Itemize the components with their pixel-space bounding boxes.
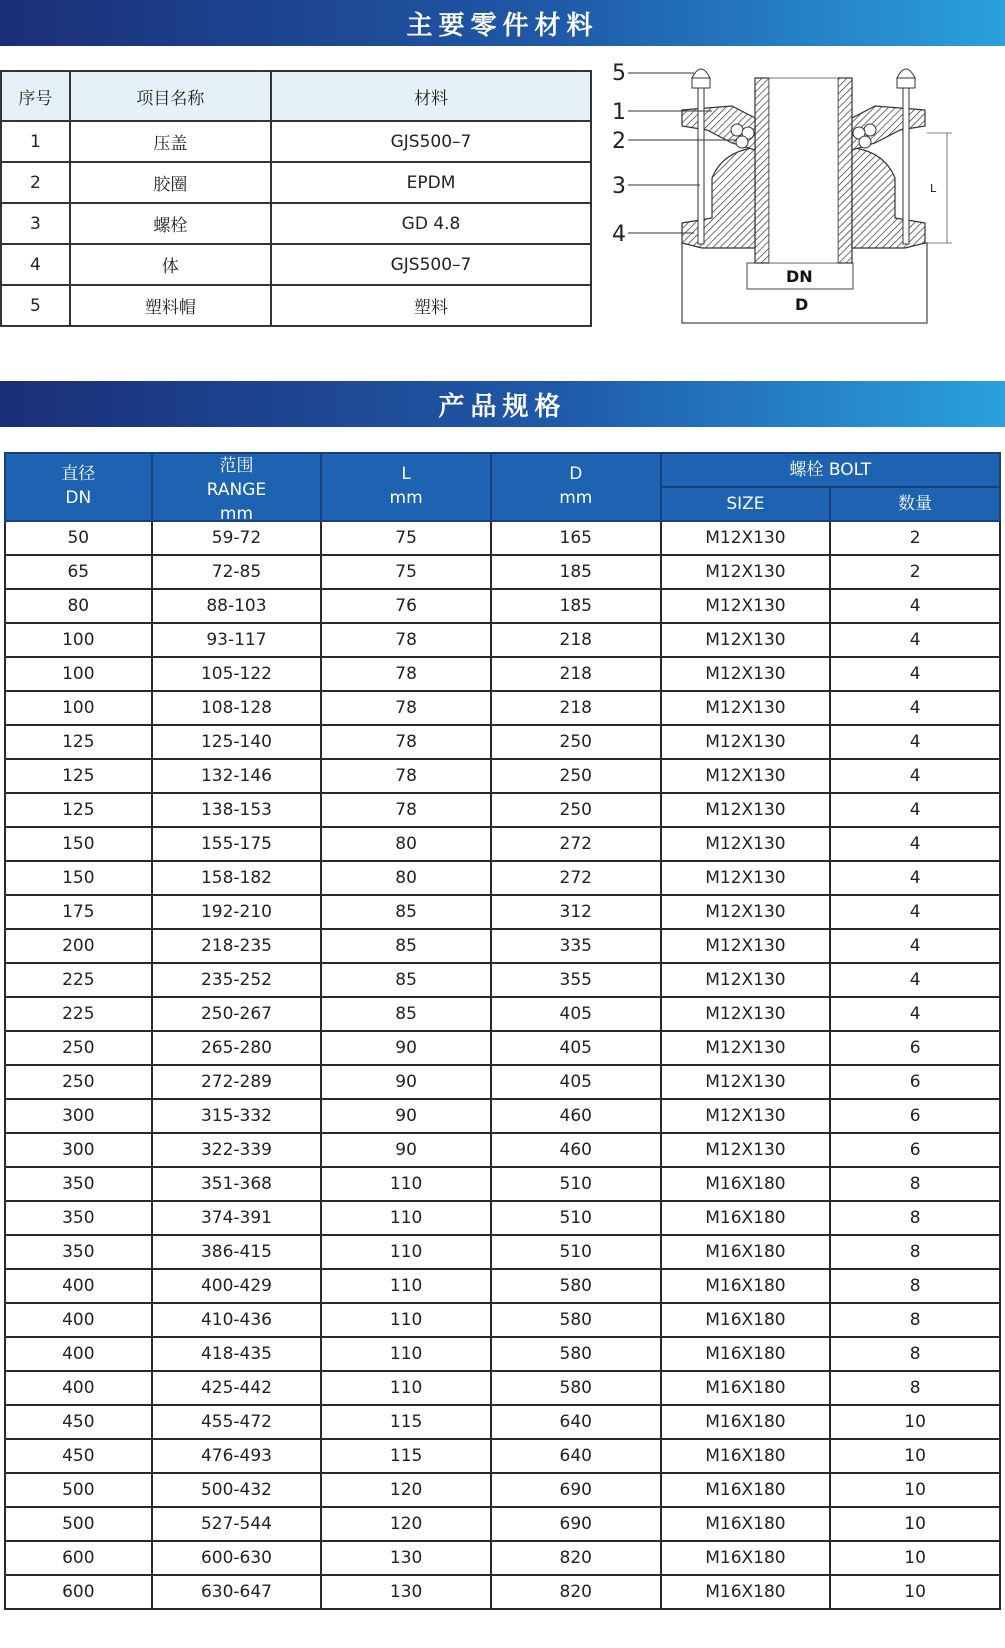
cell-l: 75 bbox=[321, 521, 491, 555]
table-row bbox=[5, 521, 1000, 555]
cell-range: 192-210 bbox=[152, 895, 322, 929]
cell-dn: 125 bbox=[5, 793, 152, 827]
cell-bolt-size: M16X180 bbox=[661, 1439, 831, 1473]
cell-part-name: 体 bbox=[70, 244, 271, 285]
cell-dn: 500 bbox=[5, 1507, 152, 1541]
table-row bbox=[5, 555, 1000, 589]
cell-bolt-qty: 4 bbox=[830, 725, 1000, 759]
cell-bolt-size: M16X180 bbox=[661, 1575, 831, 1609]
cell-bolt-size: M12X130 bbox=[661, 997, 831, 1031]
cell-bolt-qty: 4 bbox=[830, 623, 1000, 657]
cell-bolt-size: M12X130 bbox=[661, 759, 831, 793]
cell-d: 580 bbox=[491, 1371, 661, 1405]
parts-table-header-row bbox=[1, 71, 591, 121]
table-row bbox=[5, 827, 1000, 861]
cell-l: 130 bbox=[321, 1575, 491, 1609]
cell-dn: 100 bbox=[5, 657, 152, 691]
cell-range: 374-391 bbox=[152, 1201, 322, 1235]
cell-bolt-qty: 6 bbox=[830, 1133, 1000, 1167]
bolt-left bbox=[698, 82, 704, 244]
cell-d: 405 bbox=[491, 1065, 661, 1099]
cell-bolt-size: M12X130 bbox=[661, 657, 831, 691]
cell-dn: 500 bbox=[5, 1473, 152, 1507]
table-row bbox=[5, 895, 1000, 929]
cell-bolt-size: M12X130 bbox=[661, 929, 831, 963]
cell-bolt-qty: 4 bbox=[830, 657, 1000, 691]
cell-bolt-qty: 2 bbox=[830, 521, 1000, 555]
cell-dn: 225 bbox=[5, 963, 152, 997]
header-range-cn: 范围 bbox=[219, 456, 254, 476]
cell-dn: 400 bbox=[5, 1303, 152, 1337]
cell-bolt-qty: 8 bbox=[830, 1337, 1000, 1371]
gasket-right-c bbox=[859, 136, 871, 148]
cell-l: 110 bbox=[321, 1269, 491, 1303]
cell-dn: 600 bbox=[5, 1575, 152, 1609]
cell-range: 158-182 bbox=[152, 861, 322, 895]
table-row bbox=[1, 244, 591, 285]
table-row bbox=[5, 589, 1000, 623]
table-row bbox=[5, 691, 1000, 725]
callout-5: 5 bbox=[612, 61, 626, 86]
cell-dn: 350 bbox=[5, 1201, 152, 1235]
cell-material: 塑料 bbox=[271, 285, 591, 326]
cell-dn: 300 bbox=[5, 1133, 152, 1167]
cell-bolt-qty: 8 bbox=[830, 1303, 1000, 1337]
table-row bbox=[5, 657, 1000, 691]
cell-l: 130 bbox=[321, 1541, 491, 1575]
cell-range: 88-103 bbox=[152, 589, 322, 623]
cell-d: 510 bbox=[491, 1167, 661, 1201]
nut-left bbox=[692, 78, 710, 88]
cell-l: 78 bbox=[321, 691, 491, 725]
cell-l: 110 bbox=[321, 1303, 491, 1337]
cell-bolt-size: M12X130 bbox=[661, 555, 831, 589]
cell-range: 272-289 bbox=[152, 1065, 322, 1099]
cell-l: 90 bbox=[321, 1031, 491, 1065]
cell-bolt-qty: 10 bbox=[830, 1575, 1000, 1609]
cell-l: 110 bbox=[321, 1371, 491, 1405]
cell-l: 78 bbox=[321, 657, 491, 691]
header-d-unit: mm bbox=[559, 488, 593, 508]
cell-dn: 600 bbox=[5, 1541, 152, 1575]
cell-bolt-size: M12X130 bbox=[661, 1133, 831, 1167]
header-range-en: RANGE bbox=[206, 480, 267, 500]
header-bolt: 螺栓 BOLT bbox=[661, 453, 1000, 487]
callout-2: 2 bbox=[612, 129, 626, 154]
cell-bolt-qty: 4 bbox=[830, 793, 1000, 827]
cell-bolt-qty: 8 bbox=[830, 1235, 1000, 1269]
cell-l: 110 bbox=[321, 1235, 491, 1269]
cell-d: 580 bbox=[491, 1303, 661, 1337]
cell-l: 110 bbox=[321, 1201, 491, 1235]
table-row bbox=[5, 1507, 1000, 1541]
body-right bbox=[852, 148, 925, 248]
table-row bbox=[5, 997, 1000, 1031]
table-row bbox=[1, 121, 591, 162]
cell-material: EPDM bbox=[271, 162, 591, 203]
cell-part-name: 螺栓 bbox=[70, 203, 271, 244]
header-part-name: 项目名称 bbox=[70, 71, 271, 121]
gasket-left-c bbox=[736, 136, 748, 148]
cell-d: 460 bbox=[491, 1133, 661, 1167]
cell-range: 93-117 bbox=[152, 623, 322, 657]
cell-dn: 50 bbox=[5, 521, 152, 555]
table-row bbox=[5, 963, 1000, 997]
cell-l: 115 bbox=[321, 1405, 491, 1439]
header-dn-en: DN bbox=[65, 488, 92, 508]
cell-bolt-size: M16X180 bbox=[661, 1473, 831, 1507]
cell-bolt-size: M12X130 bbox=[661, 861, 831, 895]
callout-1: 1 bbox=[612, 100, 626, 125]
cell-dn: 150 bbox=[5, 827, 152, 861]
cell-d: 165 bbox=[491, 521, 661, 555]
cell-range: 600-630 bbox=[152, 1541, 322, 1575]
cell-bolt-qty: 4 bbox=[830, 827, 1000, 861]
cell-bolt-size: M12X130 bbox=[661, 793, 831, 827]
cell-bolt-qty: 8 bbox=[830, 1201, 1000, 1235]
cell-range: 322-339 bbox=[152, 1133, 322, 1167]
table-row bbox=[1, 162, 591, 203]
cell-range: 476-493 bbox=[152, 1439, 322, 1473]
cell-d: 690 bbox=[491, 1507, 661, 1541]
cell-l: 78 bbox=[321, 725, 491, 759]
cell-bolt-qty: 4 bbox=[830, 691, 1000, 725]
cell-dn: 175 bbox=[5, 895, 152, 929]
cell-material: GJS500–7 bbox=[271, 244, 591, 285]
cell-d: 355 bbox=[491, 963, 661, 997]
cell-bolt-size: M12X130 bbox=[661, 623, 831, 657]
cell-l: 90 bbox=[321, 1065, 491, 1099]
cell-d: 510 bbox=[491, 1201, 661, 1235]
cell-l: 120 bbox=[321, 1473, 491, 1507]
cell-l: 76 bbox=[321, 589, 491, 623]
cell-bolt-qty: 6 bbox=[830, 1065, 1000, 1099]
cell-bolt-size: M16X180 bbox=[661, 1405, 831, 1439]
coupling-cross-section-diagram bbox=[612, 58, 982, 338]
table-row bbox=[5, 1099, 1000, 1133]
cell-d: 820 bbox=[491, 1575, 661, 1609]
cell-bolt-size: M12X130 bbox=[661, 827, 831, 861]
header-d-name: D bbox=[569, 464, 583, 484]
cell-l: 75 bbox=[321, 555, 491, 589]
callout-4: 4 bbox=[612, 222, 626, 247]
cell-bolt-size: M12X130 bbox=[661, 895, 831, 929]
cell-l: 90 bbox=[321, 1133, 491, 1167]
cell-range: 218-235 bbox=[152, 929, 322, 963]
header-range-unit: mm bbox=[219, 504, 254, 520]
cell-range: 235-252 bbox=[152, 963, 322, 997]
label-l: L bbox=[930, 182, 937, 195]
header-l-unit: mm bbox=[389, 488, 423, 508]
cell-index: 5 bbox=[1, 285, 70, 326]
table-row bbox=[5, 1065, 1000, 1099]
header-dn bbox=[5, 453, 152, 521]
cell-bolt-qty: 10 bbox=[830, 1439, 1000, 1473]
cell-l: 85 bbox=[321, 997, 491, 1031]
header-d bbox=[491, 453, 661, 521]
cell-bolt-qty: 4 bbox=[830, 929, 1000, 963]
cell-d: 335 bbox=[491, 929, 661, 963]
cell-bolt-qty: 4 bbox=[830, 895, 1000, 929]
cell-d: 640 bbox=[491, 1405, 661, 1439]
cell-bolt-qty: 8 bbox=[830, 1269, 1000, 1303]
table-row bbox=[5, 1235, 1000, 1269]
cell-range: 105-122 bbox=[152, 657, 322, 691]
cell-bolt-size: M12X130 bbox=[661, 691, 831, 725]
cell-dn: 150 bbox=[5, 861, 152, 895]
cell-bolt-size: M12X130 bbox=[661, 963, 831, 997]
cell-l: 85 bbox=[321, 929, 491, 963]
cell-d: 185 bbox=[491, 589, 661, 623]
cell-bolt-size: M16X180 bbox=[661, 1371, 831, 1405]
table-row bbox=[5, 1031, 1000, 1065]
cell-d: 312 bbox=[491, 895, 661, 929]
cell-l: 120 bbox=[321, 1507, 491, 1541]
cell-d: 690 bbox=[491, 1473, 661, 1507]
cell-bolt-size: M16X180 bbox=[661, 1201, 831, 1235]
cell-bolt-qty: 4 bbox=[830, 759, 1000, 793]
cell-bolt-size: M12X130 bbox=[661, 1065, 831, 1099]
cell-bolt-qty: 10 bbox=[830, 1405, 1000, 1439]
cell-bolt-size: M16X180 bbox=[661, 1167, 831, 1201]
callout-3: 3 bbox=[612, 174, 626, 199]
cell-l: 110 bbox=[321, 1167, 491, 1201]
cell-d: 250 bbox=[491, 725, 661, 759]
table-row bbox=[1, 203, 591, 244]
cell-range: 132-146 bbox=[152, 759, 322, 793]
cell-part-name: 胶圈 bbox=[70, 162, 271, 203]
cell-range: 265-280 bbox=[152, 1031, 322, 1065]
cell-d: 272 bbox=[491, 861, 661, 895]
cell-range: 250-267 bbox=[152, 997, 322, 1031]
cell-range: 125-140 bbox=[152, 725, 322, 759]
cell-bolt-qty: 6 bbox=[830, 1099, 1000, 1133]
cell-bolt-qty: 8 bbox=[830, 1371, 1000, 1405]
cell-dn: 350 bbox=[5, 1235, 152, 1269]
cell-range: 386-415 bbox=[152, 1235, 322, 1269]
cell-l: 78 bbox=[321, 759, 491, 793]
cell-l: 85 bbox=[321, 895, 491, 929]
cell-bolt-size: M12X130 bbox=[661, 1099, 831, 1133]
cell-dn: 80 bbox=[5, 589, 152, 623]
cell-bolt-qty: 10 bbox=[830, 1473, 1000, 1507]
cell-l: 110 bbox=[321, 1337, 491, 1371]
cell-bolt-size: M16X180 bbox=[661, 1507, 831, 1541]
cell-dn: 450 bbox=[5, 1405, 152, 1439]
cell-range: 425-442 bbox=[152, 1371, 322, 1405]
pipe-wall-right bbox=[838, 78, 852, 263]
table-row bbox=[5, 861, 1000, 895]
cell-dn: 100 bbox=[5, 691, 152, 725]
cell-range: 418-435 bbox=[152, 1337, 322, 1371]
cell-l: 78 bbox=[321, 623, 491, 657]
cell-range: 410-436 bbox=[152, 1303, 322, 1337]
header-material: 材料 bbox=[271, 71, 591, 121]
cell-range: 630-647 bbox=[152, 1575, 322, 1609]
table-row bbox=[5, 1303, 1000, 1337]
plastic-cap-left bbox=[692, 69, 710, 78]
cell-index: 3 bbox=[1, 203, 70, 244]
cell-bolt-size: M16X180 bbox=[661, 1337, 831, 1371]
cell-range: 400-429 bbox=[152, 1269, 322, 1303]
cell-bolt-size: M12X130 bbox=[661, 725, 831, 759]
cell-range: 455-472 bbox=[152, 1405, 322, 1439]
pipe-bore bbox=[769, 78, 838, 263]
cell-bolt-qty: 10 bbox=[830, 1541, 1000, 1575]
cell-dn: 250 bbox=[5, 1031, 152, 1065]
cell-d: 250 bbox=[491, 793, 661, 827]
cell-dn: 125 bbox=[5, 759, 152, 793]
cell-index: 4 bbox=[1, 244, 70, 285]
cell-d: 510 bbox=[491, 1235, 661, 1269]
cell-l: 115 bbox=[321, 1439, 491, 1473]
label-dn: DN bbox=[786, 267, 813, 286]
header-bolt-qty: 数量 bbox=[830, 487, 1000, 521]
cell-d: 640 bbox=[491, 1439, 661, 1473]
cell-range: 315-332 bbox=[152, 1099, 322, 1133]
table-row bbox=[5, 929, 1000, 963]
table-row bbox=[5, 759, 1000, 793]
label-d: D bbox=[795, 295, 809, 314]
bolt-right bbox=[903, 82, 909, 244]
plastic-cap-right bbox=[897, 69, 915, 78]
cell-dn: 65 bbox=[5, 555, 152, 589]
pipe-wall-left bbox=[755, 78, 769, 263]
cell-bolt-qty: 4 bbox=[830, 963, 1000, 997]
cell-bolt-size: M12X130 bbox=[661, 1031, 831, 1065]
nut-right bbox=[897, 78, 915, 88]
table-row bbox=[5, 1133, 1000, 1167]
cell-bolt-qty: 2 bbox=[830, 555, 1000, 589]
cell-bolt-size: M12X130 bbox=[661, 521, 831, 555]
table-row bbox=[5, 725, 1000, 759]
cell-bolt-size: M16X180 bbox=[661, 1235, 831, 1269]
product-spec-table bbox=[4, 452, 1001, 1610]
cell-dn: 400 bbox=[5, 1269, 152, 1303]
cell-bolt-size: M16X180 bbox=[661, 1269, 831, 1303]
header-l bbox=[321, 453, 491, 521]
cell-bolt-size: M16X180 bbox=[661, 1303, 831, 1337]
cell-bolt-qty: 4 bbox=[830, 997, 1000, 1031]
table-row bbox=[5, 1541, 1000, 1575]
parts-materials-table bbox=[0, 70, 592, 327]
cell-dn: 450 bbox=[5, 1439, 152, 1473]
table-row bbox=[5, 623, 1000, 657]
cell-d: 272 bbox=[491, 827, 661, 861]
table-row bbox=[5, 1405, 1000, 1439]
cell-bolt-qty: 6 bbox=[830, 1031, 1000, 1065]
cell-dn: 250 bbox=[5, 1065, 152, 1099]
cell-d: 460 bbox=[491, 1099, 661, 1133]
cell-range: 138-153 bbox=[152, 793, 322, 827]
table-row bbox=[5, 1201, 1000, 1235]
table-row bbox=[5, 1371, 1000, 1405]
header-dn-cn: 直径 bbox=[61, 464, 96, 484]
cell-bolt-size: M12X130 bbox=[661, 589, 831, 623]
cell-dn: 350 bbox=[5, 1167, 152, 1201]
cell-d: 218 bbox=[491, 623, 661, 657]
spec-header-row-1 bbox=[5, 453, 1000, 487]
table-row bbox=[5, 1167, 1000, 1201]
cell-dn: 200 bbox=[5, 929, 152, 963]
cell-l: 80 bbox=[321, 827, 491, 861]
cell-l: 78 bbox=[321, 793, 491, 827]
cell-index: 1 bbox=[1, 121, 70, 162]
cell-d: 820 bbox=[491, 1541, 661, 1575]
cell-range: 500-432 bbox=[152, 1473, 322, 1507]
cell-range: 59-72 bbox=[152, 521, 322, 555]
cell-d: 250 bbox=[491, 759, 661, 793]
header-l-name: L bbox=[401, 464, 411, 484]
section-title-materials: 主要零件材料 bbox=[0, 0, 1005, 46]
cell-l: 85 bbox=[321, 963, 491, 997]
cell-range: 527-544 bbox=[152, 1507, 322, 1541]
cell-bolt-qty: 8 bbox=[830, 1167, 1000, 1201]
cell-d: 405 bbox=[491, 1031, 661, 1065]
table-row bbox=[5, 1439, 1000, 1473]
cell-dn: 125 bbox=[5, 725, 152, 759]
header-index: 序号 bbox=[1, 71, 70, 121]
cell-d: 580 bbox=[491, 1269, 661, 1303]
cell-range: 351-368 bbox=[152, 1167, 322, 1201]
cell-part-name: 压盖 bbox=[70, 121, 271, 162]
section-title-specs: 产品规格 bbox=[0, 381, 1005, 427]
cell-d: 405 bbox=[491, 997, 661, 1031]
cell-dn: 300 bbox=[5, 1099, 152, 1133]
table-row bbox=[5, 793, 1000, 827]
cell-range: 72-85 bbox=[152, 555, 322, 589]
gasket-left-a bbox=[731, 124, 743, 136]
cell-range: 155-175 bbox=[152, 827, 322, 861]
table-row bbox=[5, 1269, 1000, 1303]
cell-part-name: 塑料帽 bbox=[70, 285, 271, 326]
cell-l: 80 bbox=[321, 861, 491, 895]
cell-d: 580 bbox=[491, 1337, 661, 1371]
cell-material: GJS500–7 bbox=[271, 121, 591, 162]
table-row bbox=[1, 285, 591, 326]
gasket-right-a bbox=[864, 124, 876, 136]
cell-dn: 100 bbox=[5, 623, 152, 657]
cell-range: 108-128 bbox=[152, 691, 322, 725]
header-range bbox=[152, 453, 322, 521]
cell-material: GD 4.8 bbox=[271, 203, 591, 244]
cell-l: 90 bbox=[321, 1099, 491, 1133]
cell-dn: 225 bbox=[5, 997, 152, 1031]
cell-d: 218 bbox=[491, 691, 661, 725]
cell-d: 218 bbox=[491, 657, 661, 691]
cell-bolt-qty: 4 bbox=[830, 861, 1000, 895]
header-bolt-size: SIZE bbox=[661, 487, 831, 521]
cell-bolt-qty: 10 bbox=[830, 1507, 1000, 1541]
cell-d: 185 bbox=[491, 555, 661, 589]
cell-dn: 400 bbox=[5, 1371, 152, 1405]
cell-bolt-qty: 4 bbox=[830, 589, 1000, 623]
table-row bbox=[5, 1575, 1000, 1609]
table-row bbox=[5, 1473, 1000, 1507]
cell-dn: 400 bbox=[5, 1337, 152, 1371]
cell-index: 2 bbox=[1, 162, 70, 203]
cell-bolt-size: M16X180 bbox=[661, 1541, 831, 1575]
table-row bbox=[5, 1337, 1000, 1371]
